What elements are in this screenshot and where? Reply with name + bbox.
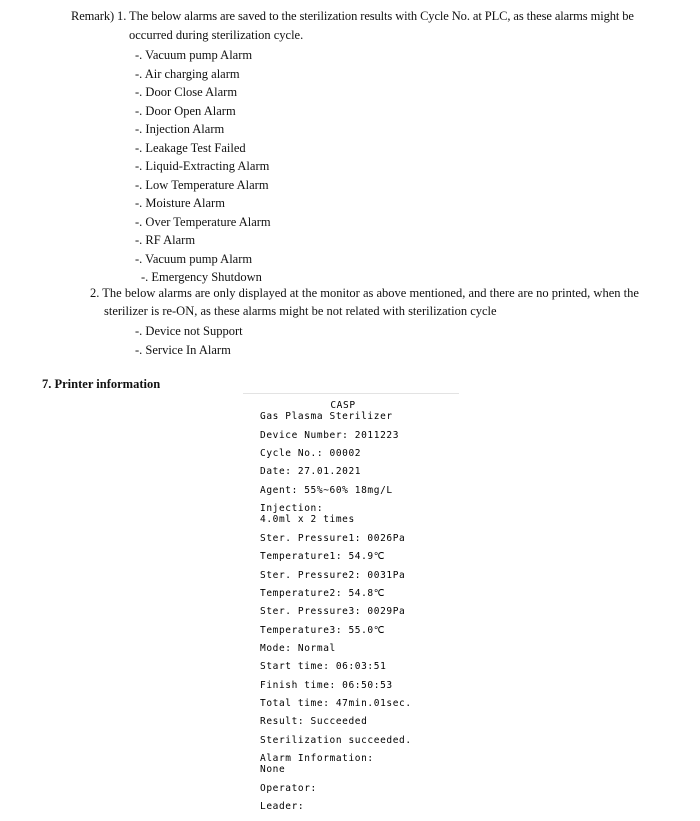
saved-alarm-list bbox=[135, 46, 271, 287]
printer-receipt bbox=[243, 393, 459, 821]
receipt-operator: Operator: bbox=[260, 783, 317, 794]
section-heading: 7. Printer information bbox=[42, 377, 161, 391]
list-item: -. Moisture Alarm bbox=[135, 196, 225, 210]
receipt-agent: Agent: 55%~60% 18mg/L bbox=[260, 485, 393, 496]
receipt-leader: Leader: bbox=[260, 801, 305, 812]
list-item: -. Vacuum pump Alarm bbox=[135, 48, 253, 62]
receipt-mode: Mode: Normal bbox=[260, 643, 336, 654]
receipt-result: Result: Succeeded bbox=[260, 716, 368, 727]
receipt-sterilization-status: Sterilization succeeded. bbox=[260, 735, 412, 746]
receipt-ster-pressure-3: Ster. Pressure3: 0029Pa bbox=[260, 606, 406, 617]
list-item: -. Leakage Test Failed bbox=[135, 140, 246, 155]
list-item: -. Door Close Alarm bbox=[135, 85, 238, 99]
list-item: -. Air charging alarm bbox=[135, 66, 240, 81]
list-item: -. Emergency Shutdown bbox=[141, 270, 262, 284]
list-item: -. Service In Alarm bbox=[135, 342, 231, 357]
receipt-start-time: Start time: 06:03:51 bbox=[260, 661, 387, 672]
list-item: -. Vacuum pump Alarm bbox=[135, 251, 253, 266]
receipt-alarm-label: Alarm Information: bbox=[260, 753, 374, 764]
list-item: -. Low Temperature Alarm bbox=[135, 177, 269, 192]
remark-line-1: Remark) 1. The below alarms are saved to the sterilization results with Cycle No. at PLC, as these alarms might be bbox=[71, 9, 634, 23]
receipt-ster-pressure-1: Ster. Pressure1: 0026Pa bbox=[260, 533, 406, 544]
receipt-ster-pressure-2: Ster. Pressure2: 0031Pa bbox=[260, 570, 406, 581]
list-item: -. Over Temperature Alarm bbox=[135, 214, 271, 229]
receipt-temperature-1: Temperature1: 54.9℃ bbox=[260, 551, 386, 562]
receipt-date: Date: 27.01.2021 bbox=[260, 466, 362, 477]
monitor-only-alarm-list bbox=[135, 322, 243, 359]
remark-item-2-line-1 bbox=[90, 286, 660, 301]
receipt-title: CASP bbox=[330, 400, 356, 411]
remark-item-2-line-2: sterilizer is re-ON, as these alarms might be not related with sterilization cycle bbox=[104, 304, 497, 318]
receipt-temperature-2: Temperature2: 54.8℃ bbox=[260, 588, 386, 599]
remark-line-2: occurred during sterilization cycle. bbox=[129, 28, 304, 42]
remark-item-2-text: 2. The below alarms are only displayed at the monitor as above mentioned, and there are no printed, when the bbox=[90, 286, 639, 300]
receipt-temperature-3: Temperature3: 55.0℃ bbox=[260, 625, 386, 636]
receipt-cycle-no: Cycle No.: 00002 bbox=[260, 448, 362, 459]
receipt-subtitle: Gas Plasma Sterilizer bbox=[260, 411, 393, 422]
receipt-total-time: Total time: 47min.01sec. bbox=[260, 698, 412, 709]
list-item: -. Device not Support bbox=[135, 324, 243, 338]
receipt-alarm-value: None bbox=[260, 764, 286, 775]
receipt-injection-value: 4.0ml x 2 times bbox=[260, 514, 355, 525]
list-item: -. Injection Alarm bbox=[135, 122, 225, 136]
receipt-finish-time: Finish time: 06:50:53 bbox=[260, 680, 393, 691]
receipt-injection-label: Injection: bbox=[260, 503, 324, 514]
list-item: -. Liquid-Extracting Alarm bbox=[135, 159, 270, 173]
list-item: -. Door Open Alarm bbox=[135, 103, 236, 118]
receipt-device-number: Device Number: 2011223 bbox=[260, 430, 400, 441]
list-item: -. RF Alarm bbox=[135, 233, 196, 247]
